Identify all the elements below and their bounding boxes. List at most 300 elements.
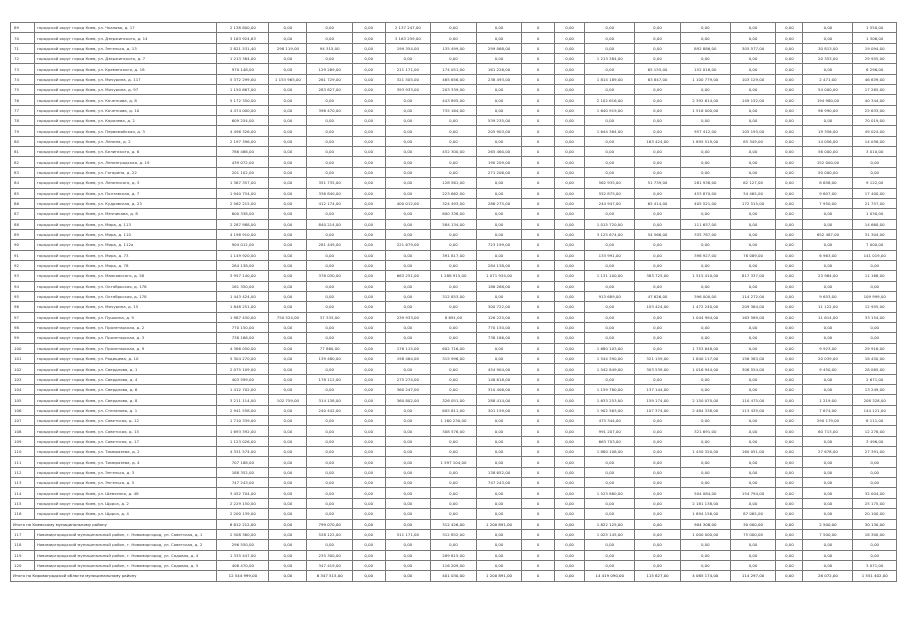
value-cell: 0,00 bbox=[635, 467, 681, 477]
address-cell: городской округ город Киев, ул. Ленина, д. 2 bbox=[34, 136, 216, 146]
value-cell: 0,00 bbox=[776, 240, 803, 250]
value-cell: 738 186,00 bbox=[217, 333, 269, 343]
value-cell: 0,00 bbox=[269, 33, 307, 43]
value-cell: 0,00 bbox=[730, 229, 776, 239]
value-cell: 8 691,00 bbox=[431, 312, 477, 322]
value-cell: 0,00 bbox=[680, 147, 730, 157]
summary-label: Итого по Кировоградской области муниципальному району bbox=[11, 571, 217, 581]
value-cell: 0,00 bbox=[431, 364, 477, 374]
value-cell: 0,00 bbox=[776, 426, 803, 436]
value-cell: 3 071,00 bbox=[853, 560, 897, 570]
value-cell: 0,00 bbox=[635, 188, 681, 198]
value-cell: 0,00 bbox=[776, 529, 803, 539]
value-cell: 110 475,00 bbox=[730, 395, 776, 405]
value-cell: 0,00 bbox=[431, 229, 477, 239]
row-number: 90 bbox=[11, 240, 35, 250]
value-cell: 0,00 bbox=[385, 478, 431, 488]
value-cell: 652 487,00 bbox=[803, 229, 853, 239]
value-cell: 37 333,00 bbox=[307, 312, 353, 322]
row-number: 96 bbox=[11, 302, 35, 312]
value-cell: 20 353,00 bbox=[803, 54, 853, 64]
table-row bbox=[11, 178, 897, 188]
value-cell: 957 412,00 bbox=[680, 126, 730, 136]
value-cell: 0,00 bbox=[554, 354, 584, 364]
value-cell: 0,00 bbox=[730, 147, 776, 157]
value-cell: 0,00 bbox=[554, 23, 584, 33]
value-cell: 0,00 bbox=[680, 85, 730, 95]
value-cell: 750 524,00 bbox=[269, 312, 307, 322]
value-cell: 892 886,00 bbox=[680, 43, 730, 53]
value-cell: 46 639,00 bbox=[853, 74, 897, 84]
table-row bbox=[11, 271, 897, 281]
address-cell: городской округ город Киев, ул. Щорса, д. 4 bbox=[34, 509, 216, 519]
value-cell: 0 bbox=[522, 457, 555, 467]
value-cell: 0,00 bbox=[776, 302, 803, 312]
value-cell: 0,00 bbox=[352, 354, 385, 364]
value-cell: 439 072,00 bbox=[217, 157, 269, 167]
value-cell: 107 374,00 bbox=[635, 405, 681, 415]
value-cell: 17 400,00 bbox=[853, 188, 897, 198]
value-cell: 3 957 140,00 bbox=[217, 271, 269, 281]
value-cell: 0 bbox=[522, 250, 555, 260]
value-cell: 0,00 bbox=[431, 23, 477, 33]
value-cell: 115 627,00 bbox=[635, 571, 681, 581]
value-cell: 1 200 891,00 bbox=[476, 571, 522, 581]
value-cell: 0 bbox=[522, 509, 555, 519]
value-cell: 208 328,00 bbox=[853, 395, 897, 405]
row-number: 113 bbox=[11, 478, 35, 488]
table-row bbox=[11, 157, 897, 167]
value-cell: 0,00 bbox=[352, 188, 385, 198]
value-cell: 398 927,00 bbox=[680, 250, 730, 260]
value-cell: 0 bbox=[522, 519, 555, 529]
table-row bbox=[11, 43, 897, 53]
value-cell: 0,00 bbox=[585, 157, 635, 167]
value-cell: 1 306,00 bbox=[853, 33, 897, 43]
value-cell: 1 000 000,00 bbox=[680, 529, 730, 539]
value-cell: 18 300,00 bbox=[853, 529, 897, 539]
value-cell: 3 496,00 bbox=[853, 436, 897, 446]
value-cell: 87 065,00 bbox=[730, 509, 776, 519]
value-cell: 0,00 bbox=[431, 302, 477, 312]
table-row bbox=[11, 54, 897, 64]
value-cell: 0,00 bbox=[352, 457, 385, 467]
value-cell: 0,00 bbox=[585, 540, 635, 550]
value-cell: 0,00 bbox=[853, 478, 897, 488]
value-cell: 0,00 bbox=[776, 116, 803, 126]
value-cell: 275 274,00 bbox=[385, 374, 431, 384]
value-cell: 0,00 bbox=[385, 167, 431, 177]
value-cell: 0,00 bbox=[554, 447, 584, 457]
value-cell: 0,00 bbox=[269, 571, 307, 581]
value-cell: 0,00 bbox=[431, 436, 477, 446]
address-cell: городской округ город Киев, ул. Энгельса, д. 5 bbox=[34, 478, 216, 488]
value-cell: 0,00 bbox=[269, 529, 307, 539]
value-cell: 49 024,00 bbox=[853, 126, 897, 136]
value-cell: 0,00 bbox=[352, 23, 385, 33]
value-cell: 2 138 800,00 bbox=[217, 23, 269, 33]
value-cell: 2 137 247,00 bbox=[385, 23, 431, 33]
value-cell: 1 288 915,00 bbox=[431, 271, 477, 281]
row-number: 94 bbox=[11, 281, 35, 291]
value-cell: 0,00 bbox=[307, 157, 353, 167]
table-row bbox=[11, 364, 897, 374]
address-cell: городской округ город Киев, ул. Полтавская, д. 7 bbox=[34, 188, 216, 198]
value-cell: 235 300,00 bbox=[307, 550, 353, 560]
value-cell: 0,00 bbox=[585, 312, 635, 322]
value-cell: 19 356,00 bbox=[803, 126, 853, 136]
value-cell: 9 122,00 bbox=[853, 178, 897, 188]
value-cell: 0,00 bbox=[554, 291, 584, 301]
value-cell: 0,00 bbox=[635, 126, 681, 136]
value-cell: 2 200 139,00 bbox=[217, 509, 269, 519]
row-number: 119 bbox=[11, 550, 35, 560]
value-cell: 602 716,00 bbox=[431, 343, 477, 353]
table-row bbox=[11, 333, 897, 343]
value-cell: 0,00 bbox=[776, 178, 803, 188]
value-cell: 32 004,00 bbox=[853, 488, 897, 498]
table-row bbox=[11, 116, 897, 126]
value-cell: 913 689,00 bbox=[585, 291, 635, 301]
row-number: 97 bbox=[11, 312, 35, 322]
value-cell: 0,00 bbox=[585, 209, 635, 219]
row-number: 79 bbox=[11, 126, 35, 136]
value-cell: 161 350,00 bbox=[217, 281, 269, 291]
value-cell: 19 094,00 bbox=[853, 43, 897, 53]
value-cell: 0,00 bbox=[635, 157, 681, 167]
value-cell: 1 472 240,00 bbox=[680, 302, 730, 312]
value-cell: 335 787,00 bbox=[680, 229, 730, 239]
value-cell: 176 115,00 bbox=[385, 343, 431, 353]
value-cell: 552 875,00 bbox=[585, 188, 635, 198]
value-cell: 56 000,00 bbox=[803, 147, 853, 157]
row-number: 77 bbox=[11, 105, 35, 115]
value-cell: 1 640 919,00 bbox=[585, 105, 635, 115]
value-cell: 5 304 270,00 bbox=[217, 354, 269, 364]
value-cell: 0,00 bbox=[803, 467, 853, 477]
value-cell: 0,00 bbox=[853, 322, 897, 332]
value-cell: 0,00 bbox=[269, 260, 307, 270]
value-cell: 0,00 bbox=[476, 426, 522, 436]
value-cell: 0,00 bbox=[554, 571, 584, 581]
value-cell: 0,00 bbox=[730, 333, 776, 343]
value-cell: 0,00 bbox=[730, 23, 776, 33]
value-cell: 29 916,00 bbox=[853, 343, 897, 353]
value-cell: 0,00 bbox=[385, 116, 431, 126]
value-cell: 138 652,00 bbox=[476, 467, 522, 477]
value-cell: 0,00 bbox=[730, 33, 776, 43]
value-cell: 0,00 bbox=[431, 322, 477, 332]
row-number: 95 bbox=[11, 291, 35, 301]
address-cell: городской округ город Киев, ул. Пролетарская, д. 2 bbox=[34, 322, 216, 332]
value-cell: 113 435,00 bbox=[730, 405, 776, 415]
value-cell: 0,00 bbox=[554, 426, 584, 436]
address-cell: городской округ город Киев, ул. Шевченко, д. 48 bbox=[34, 488, 216, 498]
value-cell: 403 599,00 bbox=[217, 374, 269, 384]
value-cell: 0,00 bbox=[431, 136, 477, 146]
value-cell: 0,00 bbox=[431, 260, 477, 270]
value-cell: 203 339,00 bbox=[431, 85, 477, 95]
value-cell: 0,00 bbox=[385, 126, 431, 136]
value-cell: 2 500,00 bbox=[803, 519, 853, 529]
value-cell: 0,00 bbox=[776, 322, 803, 332]
value-cell: 6 111,00 bbox=[853, 416, 897, 426]
table-row bbox=[11, 147, 897, 157]
value-cell: 0,00 bbox=[635, 457, 681, 467]
row-number: 75 bbox=[11, 85, 35, 95]
value-cell: 1 160 230,00 bbox=[431, 416, 477, 426]
value-cell: 475 344,00 bbox=[585, 416, 635, 426]
value-cell: 0,00 bbox=[352, 43, 385, 53]
value-cell: 1 219,00 bbox=[803, 395, 853, 405]
address-cell: городской округ город Киев, ул. Пролетарская, д. 9 bbox=[34, 343, 216, 353]
table-row bbox=[11, 85, 897, 95]
value-cell: 0,00 bbox=[269, 447, 307, 457]
value-cell: 0,00 bbox=[352, 229, 385, 239]
value-cell: 8 656,00 bbox=[803, 178, 853, 188]
value-cell: 511 171,00 bbox=[385, 529, 431, 539]
value-cell: 0,00 bbox=[853, 333, 897, 343]
value-cell: 0,00 bbox=[385, 509, 431, 519]
address-cell: городской округ город Киев, ул. Гагарина, д. 22 bbox=[34, 167, 216, 177]
value-cell: 600 338,00 bbox=[431, 209, 477, 219]
row-number: 73 bbox=[11, 64, 35, 74]
address-cell: Новомиргородский муниципальный район, г. Новомиргород, ул. Садовая, д. 4 bbox=[34, 550, 216, 560]
value-cell: 6 812 212,00 bbox=[217, 519, 269, 529]
value-cell: 70 019,00 bbox=[853, 116, 897, 126]
value-cell: 116 209,00 bbox=[431, 560, 477, 570]
value-cell: 9 607,00 bbox=[803, 188, 853, 198]
value-cell: 0,00 bbox=[431, 447, 477, 457]
address-cell: городской округ город Киев, ул. Радищева, д. 10 bbox=[34, 354, 216, 364]
value-cell: 2 181 138,00 bbox=[680, 498, 730, 508]
value-cell: 360 802,00 bbox=[385, 395, 431, 405]
value-cell: 0,00 bbox=[554, 416, 584, 426]
value-cell: 2 562 215,00 bbox=[217, 198, 269, 208]
value-cell: 1 213 384,00 bbox=[585, 54, 635, 64]
value-cell: 0,00 bbox=[803, 322, 853, 332]
value-cell: 0,00 bbox=[269, 519, 307, 529]
value-cell: 2 671,00 bbox=[853, 374, 897, 384]
value-cell: 0,00 bbox=[730, 467, 776, 477]
value-cell: 1 523 860,00 bbox=[585, 488, 635, 498]
value-cell: 0,00 bbox=[776, 157, 803, 167]
value-cell: 0,00 bbox=[476, 560, 522, 570]
value-cell: 298 119,00 bbox=[269, 43, 307, 53]
value-cell: 114 297,00 bbox=[730, 571, 776, 581]
value-cell: 0,00 bbox=[776, 498, 803, 508]
value-cell: 0,00 bbox=[385, 281, 431, 291]
value-cell: 0,00 bbox=[431, 374, 477, 384]
value-cell: 0,00 bbox=[352, 178, 385, 188]
value-cell: 1 150 667,00 bbox=[217, 85, 269, 95]
value-cell: 265 460,00 bbox=[476, 147, 522, 157]
value-cell: 0,00 bbox=[476, 23, 522, 33]
value-cell: 0,00 bbox=[635, 540, 681, 550]
value-cell: 0,00 bbox=[554, 343, 584, 353]
value-cell: 0,00 bbox=[776, 64, 803, 74]
value-cell: 0,00 bbox=[554, 488, 584, 498]
address-cell: городской округ город Киев, ул. Мира, д. 112а bbox=[34, 240, 216, 250]
value-cell: 7 000,00 bbox=[853, 240, 897, 250]
value-cell: 26 072,00 bbox=[803, 571, 853, 581]
table-row bbox=[11, 416, 897, 426]
value-cell: 0,00 bbox=[730, 478, 776, 488]
value-cell: 0,00 bbox=[776, 136, 803, 146]
value-cell: 770 150,00 bbox=[217, 322, 269, 332]
value-cell: 9 923,00 bbox=[803, 343, 853, 353]
address-cell: городской округ город Киев, ул. Мичурина, д. 117 bbox=[34, 74, 216, 84]
value-cell: 6 296,00 bbox=[853, 64, 897, 74]
value-cell: 0,00 bbox=[776, 467, 803, 477]
value-cell: 0,00 bbox=[680, 54, 730, 64]
value-cell: 0,00 bbox=[635, 498, 681, 508]
value-cell: 0,00 bbox=[554, 467, 584, 477]
value-cell: 0,00 bbox=[585, 136, 635, 146]
value-cell: 401 030,00 bbox=[431, 571, 477, 581]
value-cell: 0,00 bbox=[352, 64, 385, 74]
value-cell: 0,00 bbox=[307, 498, 353, 508]
value-cell: 4 496 326,00 bbox=[217, 126, 269, 136]
table-row bbox=[11, 188, 897, 198]
address-cell: городской округ город Киев, ул. Свердлова, д. 4 bbox=[34, 374, 216, 384]
value-cell: 0,00 bbox=[385, 426, 431, 436]
value-cell: 0,00 bbox=[554, 457, 584, 467]
value-cell: 0,00 bbox=[476, 229, 522, 239]
value-cell: 0,00 bbox=[269, 488, 307, 498]
value-cell: 0 bbox=[522, 312, 555, 322]
value-cell: 7 500,00 bbox=[803, 529, 853, 539]
address-cell: городской округ город Киев, ул. Советская, д. 17 bbox=[34, 436, 216, 446]
value-cell: 0,00 bbox=[476, 540, 522, 550]
value-cell: 0,00 bbox=[554, 105, 584, 115]
address-cell: городской округ город Киев, ул. Кременского, д. 18 bbox=[34, 64, 216, 74]
address-cell: городской округ город Киев, ул. Щорса, д. 2 bbox=[34, 498, 216, 508]
value-cell: 160 051,00 bbox=[730, 447, 776, 457]
value-cell: 2 102 616,00 bbox=[585, 95, 635, 105]
value-cell: 0,00 bbox=[307, 426, 353, 436]
value-cell: 0,00 bbox=[803, 488, 853, 498]
value-cell: 0,00 bbox=[554, 64, 584, 74]
value-cell: 0,00 bbox=[476, 291, 522, 301]
row-number: 107 bbox=[11, 416, 35, 426]
value-cell: 0,00 bbox=[554, 74, 584, 84]
value-cell: 0 bbox=[522, 43, 555, 53]
value-cell: 1 633 253,00 bbox=[585, 395, 635, 405]
value-cell: 0,00 bbox=[680, 560, 730, 570]
value-cell: 707 188,00 bbox=[217, 457, 269, 467]
value-cell: 0,00 bbox=[803, 219, 853, 229]
value-cell: 0,00 bbox=[635, 488, 681, 498]
value-cell: 9 653,00 bbox=[803, 291, 853, 301]
value-cell: 14 660,00 bbox=[853, 219, 897, 229]
value-cell: 0 bbox=[522, 560, 555, 570]
value-cell: 0,00 bbox=[730, 457, 776, 467]
value-cell: 0 bbox=[522, 64, 555, 74]
value-cell: 0,00 bbox=[307, 95, 353, 105]
row-number: 106 bbox=[11, 405, 35, 415]
value-cell: 0,00 bbox=[680, 281, 730, 291]
value-cell: 0,00 bbox=[680, 478, 730, 488]
value-cell: 301 159,00 bbox=[476, 405, 522, 415]
value-cell: 0,00 bbox=[730, 209, 776, 219]
value-cell: 0,00 bbox=[385, 260, 431, 270]
row-number: 84 bbox=[11, 178, 35, 188]
address-cell: городской округ город Киев, ул. Мечникова, д. 8 bbox=[34, 209, 216, 219]
value-cell: 221 679,00 bbox=[385, 240, 431, 250]
value-cell: 0,00 bbox=[269, 126, 307, 136]
row-number: 88 bbox=[11, 219, 35, 229]
value-cell: 0,00 bbox=[307, 322, 353, 332]
table-row bbox=[11, 498, 897, 508]
row-number: 116 bbox=[11, 509, 35, 519]
row-number: 114 bbox=[11, 488, 35, 498]
value-cell: 351 735,00 bbox=[307, 178, 353, 188]
value-cell: 0,00 bbox=[554, 85, 584, 95]
address-cell: городской округ город Киев, ул. Энгельса, д. 13 bbox=[34, 43, 216, 53]
table-row bbox=[11, 240, 897, 250]
table-row bbox=[11, 509, 897, 519]
value-cell: 0 bbox=[522, 478, 555, 488]
table-row bbox=[11, 105, 897, 115]
table-row bbox=[11, 395, 897, 405]
value-cell: 0,00 bbox=[476, 209, 522, 219]
value-cell: 0,00 bbox=[385, 229, 431, 239]
value-cell: 9 450,00 bbox=[803, 364, 853, 374]
row-number: 82 bbox=[11, 157, 35, 167]
row-number: 104 bbox=[11, 385, 35, 395]
value-cell: 0,00 bbox=[776, 540, 803, 550]
value-cell: 0,00 bbox=[635, 447, 681, 457]
value-cell: 308 554,00 bbox=[730, 364, 776, 374]
address-cell: Новомиргородский муниципальный район, г. Новомиргород, ул. Садовая, д. 5 bbox=[34, 560, 216, 570]
value-cell: 0,00 bbox=[803, 260, 853, 270]
value-cell: 1 693 392,00 bbox=[217, 426, 269, 436]
value-cell: 0,00 bbox=[352, 209, 385, 219]
value-cell: 299 068,00 bbox=[476, 43, 522, 53]
value-cell: 0,00 bbox=[635, 509, 681, 519]
value-cell: 747 243,00 bbox=[476, 478, 522, 488]
value-cell: 0,00 bbox=[307, 281, 353, 291]
value-cell: 0,00 bbox=[635, 529, 681, 539]
row-number: 102 bbox=[11, 364, 35, 374]
address-cell: городской округ город Киев, ул. Белинского, д. 6 bbox=[34, 147, 216, 157]
value-cell: 284 138,00 bbox=[217, 260, 269, 270]
value-cell: 0,00 bbox=[803, 240, 853, 250]
value-cell: 0,00 bbox=[635, 312, 681, 322]
row-number: 89 bbox=[11, 229, 35, 239]
value-cell: 11 122,00 bbox=[803, 302, 853, 312]
table-row bbox=[11, 488, 897, 498]
value-cell: 0,00 bbox=[776, 126, 803, 136]
value-cell: 0 bbox=[522, 54, 555, 64]
value-cell: 0,00 bbox=[776, 550, 803, 560]
address-cell: городской округ город Киев, ул. Королева, д. 2 bbox=[34, 116, 216, 126]
value-cell: 0,00 bbox=[476, 250, 522, 260]
value-cell: 244 947,00 bbox=[585, 198, 635, 208]
value-cell: 0,00 bbox=[476, 105, 522, 115]
value-cell: 0,00 bbox=[776, 74, 803, 84]
address-cell: городской округ город Киев, ул. Мира, д. 113 bbox=[34, 219, 216, 229]
table-summary-row bbox=[11, 571, 897, 581]
value-cell: 0,00 bbox=[730, 64, 776, 74]
table-row bbox=[11, 74, 897, 84]
value-cell: 289 815,00 bbox=[431, 550, 477, 560]
value-cell: 2 229 150,00 bbox=[217, 498, 269, 508]
value-cell: 1 550,00 bbox=[853, 23, 897, 33]
value-cell: 0,00 bbox=[307, 416, 353, 426]
value-cell: 0,00 bbox=[680, 436, 730, 446]
